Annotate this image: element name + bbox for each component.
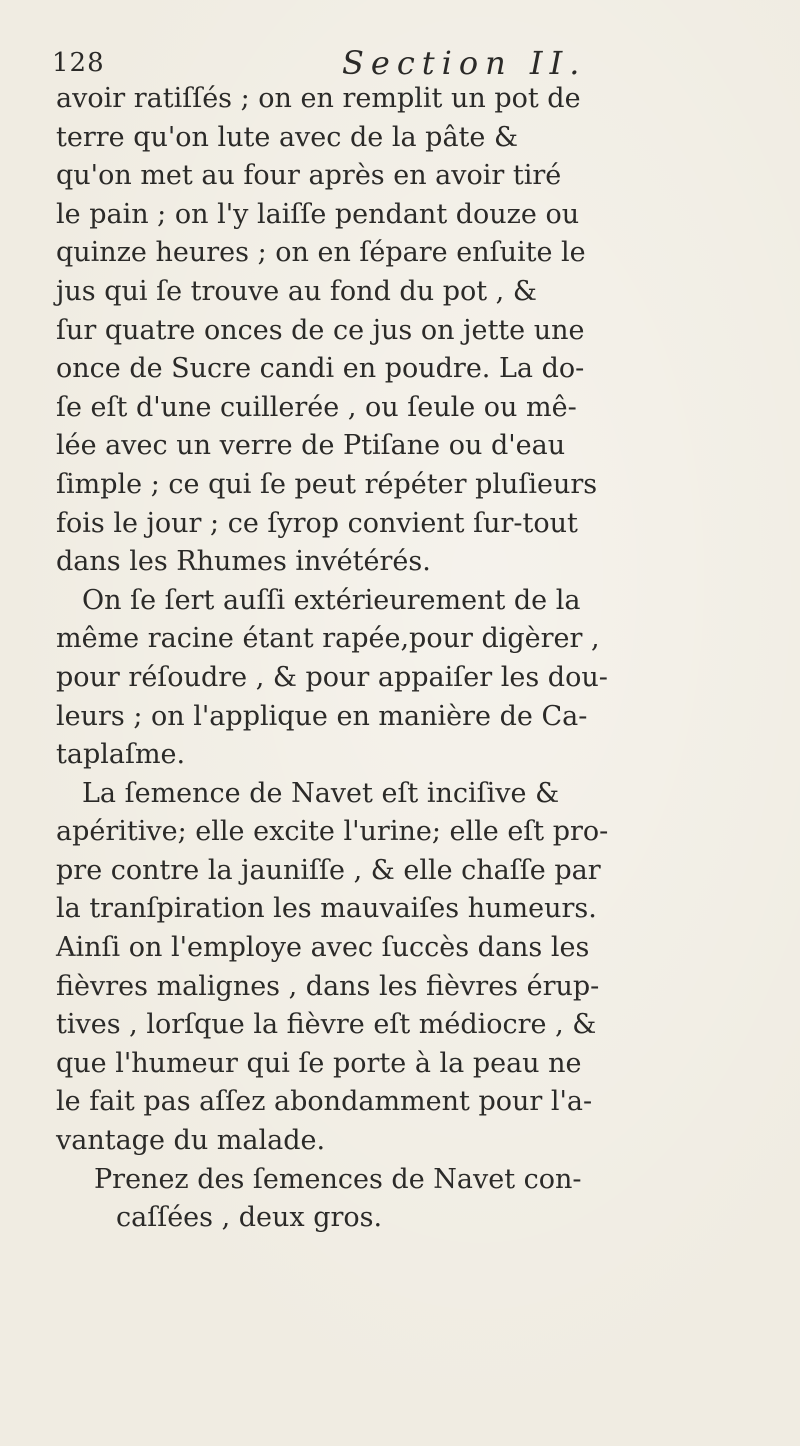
text-line: pour réſoudre , & pour appaiſer les dou- (56, 661, 608, 693)
running-head: Section II. (342, 44, 587, 82)
text-line: quinze heures ; on en ſépare enſuite le (56, 237, 586, 269)
text-line: fois le jour ; ce ſyrop convient ſur-tout (56, 507, 578, 539)
text-line: dans les Rhumes invétérés. (56, 546, 431, 578)
text-line: jus qui ſe trouve au fond du pot , & (56, 275, 537, 307)
text-line: lée avec un verre de Ptiſane ou d'eau (56, 430, 566, 462)
text-line: le fait pas aſſez abondamment pour l'a- (56, 1086, 593, 1118)
text-line: la tranſpiration les mauvaiſes humeurs. (56, 893, 597, 925)
text-line: ſimple ; ce qui ſe peut répéter pluſieurs (56, 468, 598, 500)
text-line: pre contre la jauniſſe , & elle chaſſe par (56, 854, 601, 886)
text-line: La ſemence de Navet eſt inciſive & (82, 777, 560, 809)
text-line: que l'humeur qui ſe porte à la peau ne (56, 1047, 582, 1079)
text-line: taplaſme. (56, 739, 186, 771)
text-line: avoir ratiſſés ; on en remplit un pot de (56, 83, 581, 114)
text-line: même racine étant rapée,pour digèrer , (56, 623, 600, 655)
text-line: Ainſi on l'employe avec ſuccès dans les (56, 932, 590, 964)
text-line: le pain ; on l'y laiſſe pendant douze ou (56, 198, 580, 230)
text-line: Prenez des ſemences de Navet con- (94, 1163, 582, 1195)
text-line: fièvres malignes , dans les fièvres érup- (56, 970, 600, 1002)
text-line: apéritive; elle excite l'urine; elle eſt pro- (56, 816, 609, 848)
text-line: caſſées , deux gros. (116, 1202, 383, 1234)
text-line: vantage du malade. (56, 1125, 326, 1157)
text-line: leurs ; on l'applique en manière de Ca- (56, 700, 588, 732)
text-line: On ſe ſert auſſi extérieurement de la (82, 584, 581, 616)
page-number: 128 (52, 48, 105, 78)
text-line: tives , lorſque la fièvre eſt médiocre , & (56, 1009, 597, 1041)
text-line: qu'on met au four après en avoir tiré (56, 160, 562, 192)
text-line: ſur quatre onces de ce jus on jette une (56, 314, 585, 346)
text-line: terre qu'on lute avec de la pâte & (56, 121, 518, 153)
text-line: ſe eſt d'une cuillerée , ou ſeule ou mê- (56, 391, 577, 423)
body-text (56, 80, 776, 1238)
text-line: once de Sucre candi en poudre. La do- (56, 353, 585, 385)
